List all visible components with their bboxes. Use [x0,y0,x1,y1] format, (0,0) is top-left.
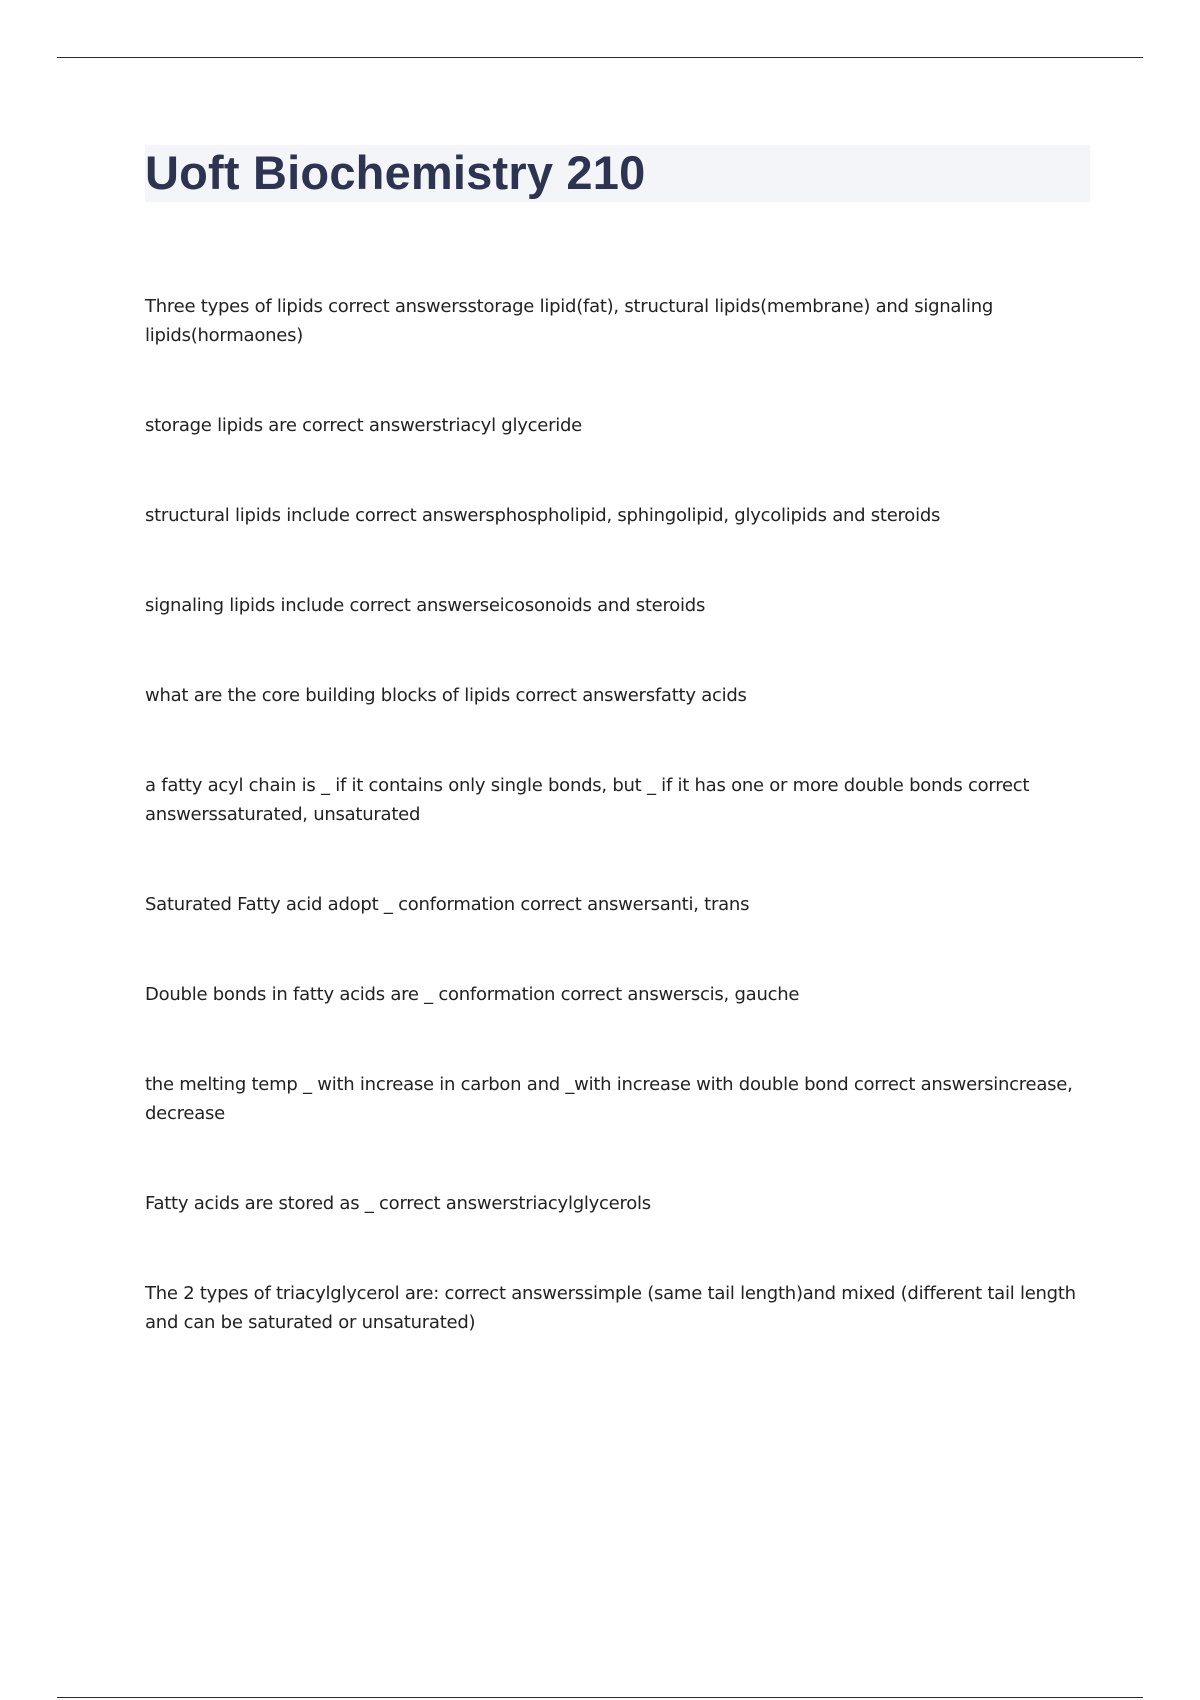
page-title: Uoft Biochemistry 210 [145,146,646,199]
qa-item: storage lipids are correct answerstriacyl glyceride [145,415,582,436]
qa-item: Double bonds in fatty acids are _ conformation correct answerscis, gauche [145,984,800,1005]
qa-list [145,292,1095,1398]
top-rule [57,57,1143,58]
qa-item: a fatty acyl chain is _ if it contains only single bonds, but _ if it has one or more double bonds correct answerssaturated, unsaturated [145,775,1030,825]
qa-item: Three types of lipids correct answersstorage lipid(fat), structural lipids(membrane) and signaling lipids(hormaones) [145,296,994,346]
qa-item: structural lipids include correct answersphospholipid, sphingolipid, glycolipids and steroids [145,505,941,526]
qa-item: Fatty acids are stored as _ correct answerstriacylglycerols [145,1193,651,1214]
qa-item: Saturated Fatty acid adopt _ conformation correct answersanti, trans [145,894,750,915]
qa-item: what are the core building blocks of lipids correct answersfatty acids [145,685,747,706]
qa-item: signaling lipids include correct answerseicosonoids and steroids [145,595,706,616]
qa-item: The 2 types of triacylglycerol are: correct answerssimple (same tail length)and mixed (different tail length and can be saturated or unsaturated) [145,1283,1076,1333]
qa-item: the melting temp _ with increase in carbon and _with increase with double bond correct answersincrease, decrease [145,1074,1073,1124]
bottom-rule [57,1697,1143,1698]
